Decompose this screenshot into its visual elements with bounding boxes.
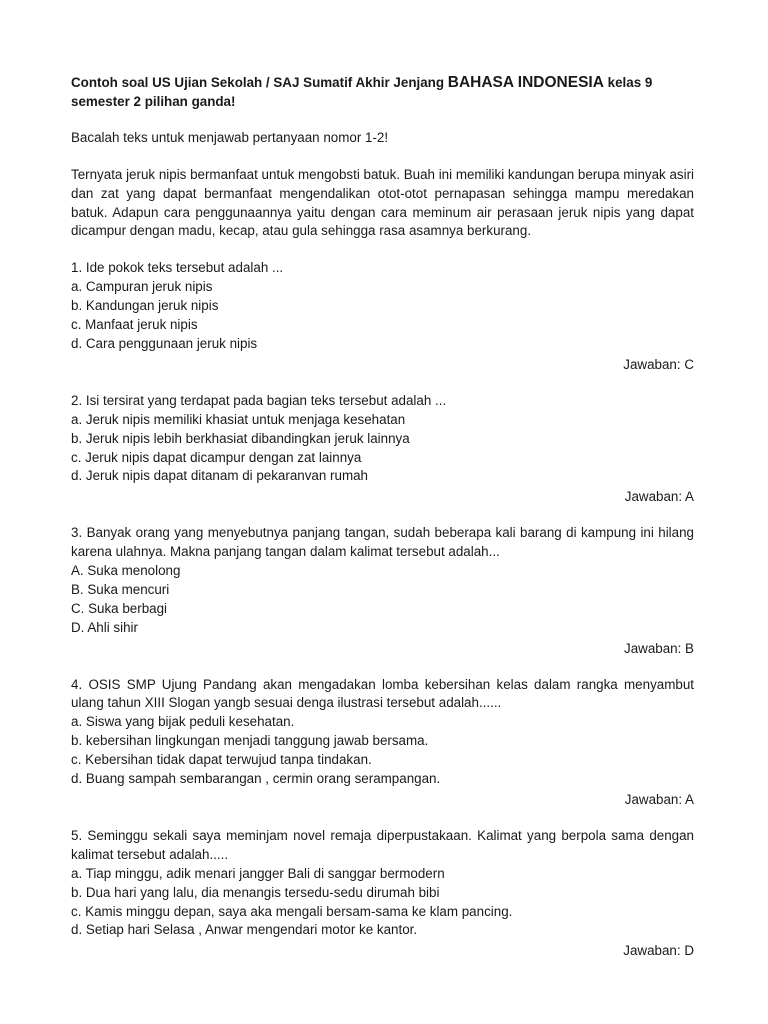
- question-stem: 2. Isi tersirat yang terdapat pada bagian teks tersebut adalah ...: [71, 392, 447, 408]
- option-d: d. Buang sampah sembarangan , cermin orang serampangan.: [71, 771, 441, 787]
- option-b: b. Kandungan jeruk nipis: [71, 298, 219, 314]
- answer-key: Jawaban: A: [624, 792, 694, 807]
- question-stem: 4. OSIS SMP Ujung Pandang akan mengadakan lomba kebersihan kelas dalam rangka menyambut ulang tahun XIII Slogan yangb sesuai denga ilustrasi tersebut adalah......: [71, 676, 694, 711]
- answer-key: Jawaban: B: [624, 640, 694, 656]
- option-b: b. Jeruk nipis lebih berkhasiat dibandingkan jeruk lainnya: [71, 430, 410, 446]
- option-c: c. Jeruk nipis dapat dicampur dengan zat lainnya: [71, 449, 362, 465]
- option-d: d. Jeruk nipis dapat ditanam di pekaranvan rumah: [71, 468, 369, 484]
- title-subject: BAHASA INDONESIA: [447, 74, 604, 91]
- option-b: B. Suka mencuri: [71, 581, 170, 597]
- question-stem: 3. Banyak orang yang menyebutnya panjang tangan, sudah beberapa kali barang di kampung ini hilang karena ulahnya. Makna panjang tangan dalam kalimat tersebut adalah...: [71, 525, 694, 560]
- option-b: b. Dua hari yang lalu, dia menangis tersedu-sedu dirumah bibi: [71, 884, 440, 900]
- option-d: d. Cara penggunaan jeruk nipis: [71, 335, 258, 351]
- option-b: b. kebersihan lingkungan menjadi tanggung jawab bersama.: [71, 733, 429, 749]
- option-c: c. Kebersihan tidak dapat terwujud tanpa tindakan.: [71, 752, 372, 768]
- option-c: C. Suka berbagi: [71, 600, 168, 616]
- option-a: A. Suka menolong: [71, 563, 181, 579]
- option-c: c. Manfaat jeruk nipis: [71, 317, 198, 333]
- option-a: a. Jeruk nipis memiliki khasiat untuk menjaga kesehatan: [71, 411, 406, 427]
- option-a: a. Siswa yang bijak peduli kesehatan.: [71, 714, 295, 730]
- question-1: [71, 259, 694, 374]
- answer-key: Jawaban: D: [623, 943, 694, 959]
- question-4: [71, 676, 694, 810]
- document-page: [71, 74, 694, 978]
- title-part-2: kelas 9 semester 2 pilihan ganda!: [71, 75, 653, 109]
- option-a: a. Tiap minggu, adik menari jangger Bali di sanggar bermodern: [71, 865, 445, 881]
- option-c: c. Kamis minggu depan, saya aka mengali bersam-sama ke klam pancing.: [71, 903, 513, 919]
- title-part-1: Contoh soal US Ujian Sekolah / SAJ Sumatif Akhir Jenjang: [71, 75, 448, 90]
- question-3: [71, 524, 694, 658]
- option-d: d. Setiap hari Selasa , Anwar mengendari motor ke kantor.: [71, 922, 418, 938]
- document-title: [71, 74, 694, 112]
- question-5: [71, 827, 694, 961]
- question-stem: 1. Ide pokok teks tersebut adalah ...: [71, 260, 284, 276]
- reading-instruction: Bacalah teks untuk menjawab pertanyaan nomor 1-2!: [71, 129, 389, 145]
- reading-passage: Ternyata jeruk nipis bermanfaat untuk mengobsti batuk. Buah ini memiliki kandungan berupa minyak asiri dan zat yang dapat bermanfaat mengendalikan otot-otot pernapasan sehingga mampu meredakan batuk. Adapun cara penggunaannya yaitu dengan cara meminum air perasaan jeruk nipis yang dapat dicampur dengan madu, kecap, atau gula sehingga rasa asamnya berkurang.: [71, 166, 694, 239]
- option-a: a. Campuran jeruk nipis: [71, 279, 213, 295]
- answer-key: Jawaban: A: [624, 489, 694, 505]
- answer-key: Jawaban: C: [623, 356, 694, 372]
- question-2: [71, 392, 694, 507]
- option-d: D. Ahli sihir: [71, 619, 138, 635]
- question-stem: 5. Seminggu sekali saya meminjam novel remaja diperpustakaan. Kalimat yang berpola sama dengan kalimat tersebut adalah.....: [71, 827, 694, 862]
